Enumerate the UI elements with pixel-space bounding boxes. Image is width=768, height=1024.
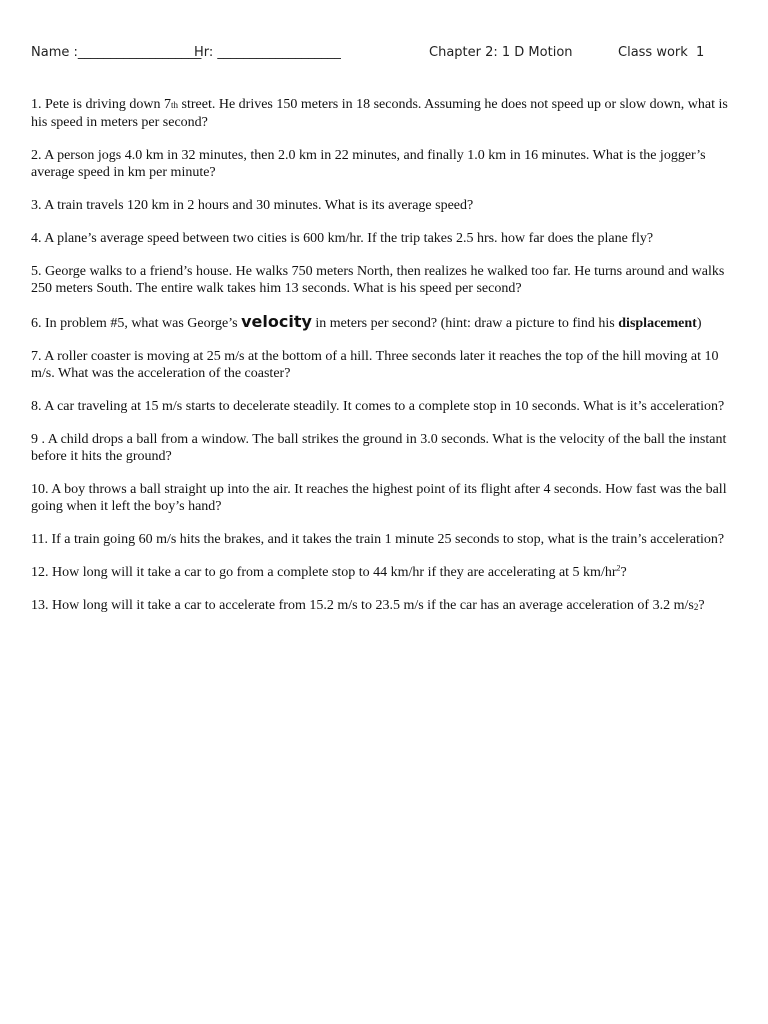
- worksheet-header: [31, 45, 741, 65]
- question-1: [31, 96, 733, 131]
- velocity-emphasis: velocity: [241, 312, 312, 331]
- question-12-text-b: ?: [620, 565, 627, 580]
- question-1-text-b: street. He drives 150 meters in 18 seconds. Assuming he does not speed up or slow down, what is his speed in meters per second?: [31, 97, 728, 130]
- question-7: 7. A roller coaster is moving at 25 m/s at the bottom of a hill. Three seconds later it reaches the top of the hill moving at 10 m/s. What was the acceleration of the coaster?: [31, 349, 719, 381]
- question-13-text-a: 13. How long will it take a car to accelerate from 15.2 m/s to 23.5 m/s if the car has an average acceleration of 3.2 m/s: [31, 598, 694, 613]
- question-6-text-b: in meters per second? (hint: draw a picture to find his: [311, 316, 619, 331]
- question-13-text-b: ?: [698, 598, 705, 613]
- question-2: 2. A person jogs 4.0 km in 32 minutes, then 2.0 km in 22 minutes, and finally 1.0 km in 16 minutes. What is the jogger’s average speed in km per minute?: [31, 148, 706, 180]
- name-field-label: Name :___________________: [31, 45, 202, 60]
- question-6-text-a: 6. In problem #5, what was George’s: [31, 316, 242, 331]
- question-list: [31, 96, 733, 632]
- question-12-text-a: 12. How long will it take a car to go from a complete stop to 44 km/hr if they are accelerating at 5 km/hr: [31, 565, 617, 580]
- chapter-title: Chapter 2: 1 D Motion: [429, 45, 573, 60]
- question-4: 4. A plane’s average speed between two cities is 600 km/hr. If the trip takes 2.5 hrs. how far does the plane fly?: [31, 231, 654, 246]
- question-8: 8. A car traveling at 15 m/s starts to decelerate steadily. It comes to a complete stop in 10 seconds. What is it’s acceleration?: [31, 399, 725, 414]
- question-13-exponent: 2: [693, 602, 699, 612]
- question-3: 3. A train travels 120 km in 2 hours and 30 minutes. What is its average speed?: [31, 198, 474, 213]
- question-6-text-c: ): [696, 316, 702, 331]
- question-9: 9 . A child drops a ball from a window. The ball strikes the ground in 3.0 seconds. What is the velocity of the ball the instant before it hits the ground?: [31, 432, 727, 464]
- hour-field-label: Hr: ___________________: [194, 45, 341, 60]
- displacement-emphasis: displacement: [618, 316, 697, 331]
- question-1-text-a: 1. Pete is driving down 7: [31, 97, 171, 112]
- question-12: [31, 564, 733, 581]
- question-13: [31, 597, 733, 616]
- question-11: 11. If a train going 60 m/s hits the brakes, and it takes the train 1 minute 25 seconds to stop, what is the train’s acceleration?: [31, 532, 725, 547]
- question-10: 10. A boy throws a ball straight up into the air. It reaches the highest point of its flight after 4 seconds. How fast was the ball going when it left the boy’s hand?: [31, 482, 727, 514]
- question-5: 5. George walks to a friend’s house. He walks 750 meters North, then realizes he walked too far. He turns around and walks 250 meters South. The entire walk takes him 13 seconds. What is his speed per second?: [31, 264, 725, 296]
- question-1-ordinal: th: [171, 100, 179, 110]
- question-12-exponent: 2: [616, 563, 621, 573]
- classwork-label: Class work 1: [618, 45, 705, 60]
- question-6: [31, 313, 733, 332]
